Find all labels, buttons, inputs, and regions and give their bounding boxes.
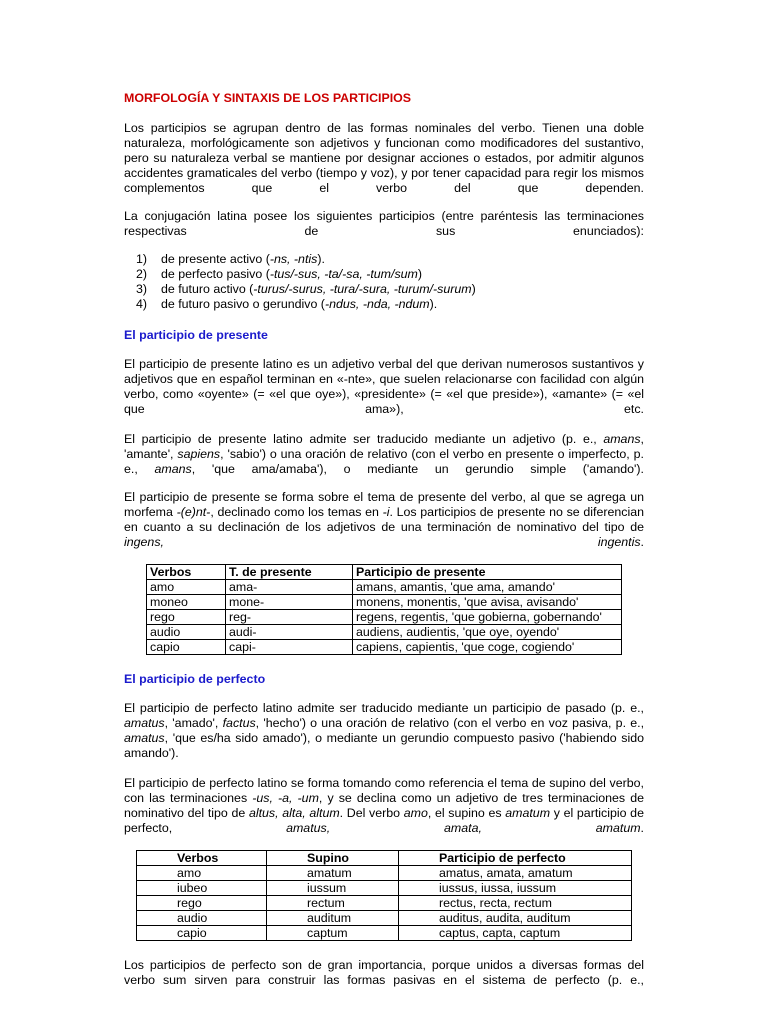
list-item: 3) de futuro activo (-turus/-surus, -tura/-sura, -turum/-surum) [136,282,476,296]
paragraph-presente-formation: El participio de presente se forma sobre el tema de presente del verbo, al que se agrega un morfema -(e)nt-, declinado como los temas en -i. Los participios de presente no se diferencian en cuanto a su declinación de los adjetivos de una terminación de nominativo del tipo de ingens, ingentis. [124,490,644,549]
paragraph-perfecto-translation: El participio de perfecto latino admite ser traducido mediante un participio de pasado (p. e., amatus, 'amado', factus, 'hecho') o una oración de relativo (con el verbo en voz pasiva, p. e., amatus, 'que es/ha sido amado'), o mediante un gerundio compuesto pasivo ('habiendo sido amando'). [124,701,645,760]
paragraph-perfecto-formation: El participio de perfecto latino se forma tomando como referencia el tema de supino del verbo, con las terminaciones -us, -a, -um, y se declina como un adjetivo de tres terminaciones de nominativo del tipo de altus, alta, altum. Del verbo amo, el supino es amatum y el participio de perfecto, amatus, amata, amatum. [124,776,645,835]
table-row: iubeo iussum iussus, iussa, iussum [137,881,632,896]
table-participio-perfecto [136,850,632,941]
table-header-row [147,565,622,580]
table-row: capio captum captus, capta, captum [137,926,632,941]
column-header: T. de presente [226,565,353,580]
section-heading-perfecto: El participio de perfecto [124,672,266,686]
list-item: 1) de presente activo (-ns, -ntis). [136,252,325,266]
list-item: 2) de perfecto pasivo (-tus/-sus, -ta/-sa, -tum/sum) [136,267,422,281]
participles-list [136,252,476,312]
table-row: amo ama- amans, amantis, 'que ama, amando' [147,580,622,595]
table-row: rego rectum rectus, recta, rectum [137,896,632,911]
table-row: audio audi- audiens, audientis, 'que oye, oyendo' [147,625,622,640]
column-header: Participio de perfecto [399,851,632,866]
section-heading-presente: El participio de presente [124,328,268,342]
paragraph-presente-derivatives: El participio de presente latino es un adjetivo verbal del que derivan numerosos sustantivos y adjetivos que en español terminan en «-nte», que suelen relacionarse con facilidad con algún verbo, como «oyente» (= «el que oye»), «presidente» (= «el que preside»), «amante» (= «el que ama»), etc. [124,357,644,416]
list-item: 4) de futuro pasivo o gerundivo (-ndus, -nda, -ndum). [136,297,438,311]
table-row: audio auditum auditus, audita, auditum [137,911,632,926]
paragraph-intro: Los participios se agrupan dentro de las formas nominales del verbo. Tienen una doble naturaleza, morfológicamente son adjetivos y funcionan como modificadores del sustantivo, pero su naturaleza verbal se mantiene por designar acciones o estados, por admitir algunos accidentes gramaticales del verbo (tiempo y voz), y por tener capacidad para regir los mismos complementos que el verbo del que dependen. [124,121,644,195]
paragraph-perfecto-importance: Los participios de perfecto son de gran importancia, porque unidos a diversas formas del verbo sum sirven para construir las formas pasivas en el sistema de perfecto (p. e., [124,958,644,987]
table-row: capio capi- capiens, capientis, 'que coge, cogiendo' [147,640,622,655]
paragraph-presente-translation: El participio de presente latino admite ser traducido mediante un adjetivo (p. e., amans, 'amante', sapiens, 'sabio') o una oración de relativo (con el verbo en presente o imperfecto, p. e., amans, 'que ama/amaba'), o mediante un gerundio simple ('amando'). [124,432,644,476]
column-header: Participio de presente [353,565,622,580]
paragraph-conjugation: La conjugación latina posee los siguientes participios (entre paréntesis las terminaciones respectivas de sus enunciados): [124,209,644,238]
table-row: moneo mone- monens, monentis, 'que avisa, avisando' [147,595,622,610]
column-header: Verbos [137,851,267,866]
table-header-row [137,851,632,866]
table-row: rego reg- regens, regentis, 'que gobierna, gobernando' [147,610,622,625]
page-title: MORFOLOGÍA Y SINTAXIS DE LOS PARTICIPIOS [124,91,412,105]
column-header: Verbos [147,565,226,580]
table-row: amo amatum amatus, amata, amatum [137,866,632,881]
column-header: Supino [267,851,399,866]
table-participio-presente [146,564,622,655]
